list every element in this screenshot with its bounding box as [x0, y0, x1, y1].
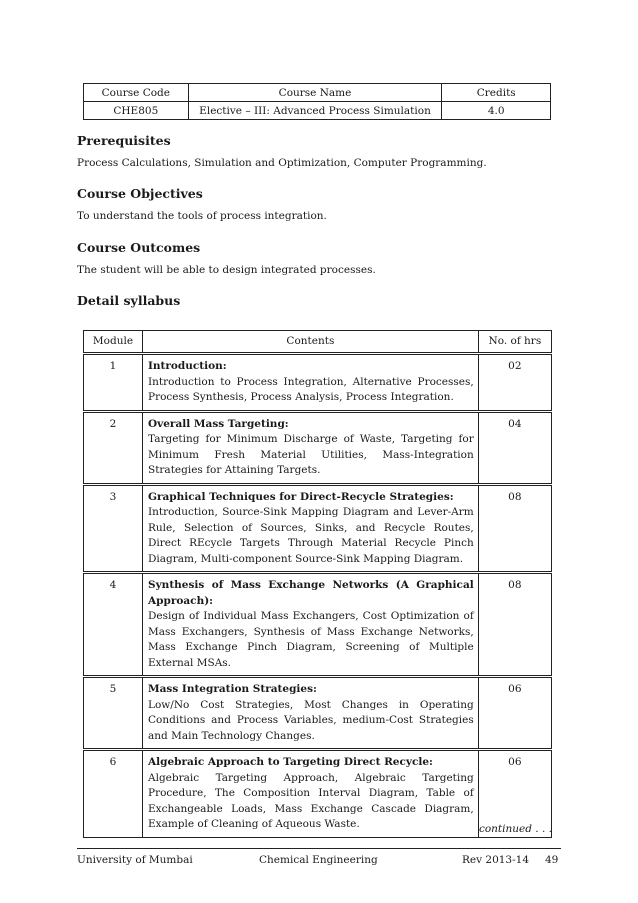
footer-divider — [77, 848, 561, 849]
module-hours: 08 — [478, 573, 551, 677]
module-number: 4 — [84, 573, 143, 677]
module-description: Targeting for Minimum Discharge of Waste, Targeting for Minimum Fresh Material Utilities, Mass-Integration Strategies for Attaining Targets. — [148, 433, 474, 476]
course-table-header-row — [84, 84, 551, 102]
module-description: Introduction to Process Integration, Alternative Processes, Process Synthesis, Process Analysis, Process Integration. — [148, 375, 474, 403]
course-credits: 4.0 — [442, 102, 551, 120]
module-contents — [143, 354, 479, 412]
module-description: Algebraic Targeting Approach, Algebraic Targeting Procedure, The Composition Interval Diagram, Table of Exchangeable Loads, Mass Exchange Cascade Diagram, Example of Cleaning of Aqueous Waste. — [148, 771, 474, 830]
module-hours: 08 — [478, 484, 551, 573]
module-title: Introduction: — [148, 360, 227, 372]
module-number: 3 — [84, 484, 143, 573]
module-contents — [143, 750, 479, 838]
header-contents: Contents — [143, 331, 479, 354]
syllabus-row — [84, 354, 552, 412]
module-hours: 04 — [478, 411, 551, 484]
module-title: Algebraic Approach to Targeting Direct Recycle: — [148, 756, 433, 768]
module-contents — [143, 484, 479, 573]
module-description: Low/No Cost Strategies, Most Changes in Operating Conditions and Process Variables, medium-Cost Strategies and Main Technology Changes. — [148, 698, 474, 742]
syllabus-table — [83, 330, 552, 838]
syllabus-row — [84, 484, 552, 573]
continued-note: continued . . . — [478, 823, 552, 835]
page-number: 49 — [545, 854, 559, 866]
course-code: CHE805 — [84, 102, 189, 120]
module-title: Mass Integration Strategies: — [148, 683, 317, 695]
module-number: 2 — [84, 411, 143, 484]
module-number: 6 — [84, 750, 143, 838]
module-description: Introduction, Source-Sink Mapping Diagram and Lever-Arm Rule, Selection of Sources, Sinks, and Recycle Routes, Direct REcycle Targets Through Material Recycle Pinch Diagram, Multi-component Source-Sink Mapping Diagram. — [148, 506, 474, 565]
syllabus-row — [84, 573, 552, 677]
module-hours: 02 — [478, 354, 551, 412]
syllabus-heading: Detail syllabus — [77, 293, 181, 308]
header-course-name: Course Name — [188, 84, 442, 102]
syllabus-header-row — [84, 331, 552, 354]
module-title: Graphical Techniques for Direct-Recycle Strategies: — [148, 490, 454, 503]
outcomes-text: The student will be able to design integrated processes. — [77, 264, 376, 276]
module-contents — [143, 677, 479, 750]
objectives-text: To understand the tools of process integration. — [77, 210, 327, 222]
outcomes-heading: Course Outcomes — [77, 240, 201, 255]
module-title: Overall Mass Targeting: — [148, 417, 289, 430]
footer-department: Chemical Engineering — [259, 854, 378, 866]
module-number: 5 — [84, 677, 143, 750]
header-module: Module — [84, 331, 143, 354]
prerequisites-heading: Prerequisites — [77, 133, 171, 148]
syllabus-row — [84, 411, 552, 484]
header-hours: No. of hrs — [478, 331, 551, 354]
syllabus-row — [84, 677, 552, 750]
course-table-data-row — [84, 102, 551, 120]
module-contents — [143, 411, 479, 484]
module-contents — [143, 573, 479, 677]
header-credits: Credits — [442, 84, 551, 102]
objectives-heading: Course Objectives — [77, 186, 203, 201]
prerequisites-text: Process Calculations, Simulation and Optimization, Computer Programming. — [77, 157, 487, 169]
module-number: 1 — [84, 354, 143, 412]
footer-university: University of Mumbai — [77, 854, 193, 866]
footer-revision: Rev 2013-14 — [462, 854, 530, 866]
header-course-code: Course Code — [84, 84, 189, 102]
module-title: Synthesis of Mass Exchange Networks (A Graphical Approach): — [148, 579, 474, 607]
module-hours: 06 — [478, 750, 551, 838]
course-name: Elective – III: Advanced Process Simulation — [188, 102, 442, 120]
module-description: Design of Individual Mass Exchangers, Cost Optimization of Mass Exchangers, Synthesis of Mass Exchange Networks, Mass Exchange Pinch Diagram, Screening of Multiple External MSAs. — [148, 610, 474, 669]
module-hours: 06 — [478, 677, 551, 750]
course-info-table — [83, 83, 551, 120]
